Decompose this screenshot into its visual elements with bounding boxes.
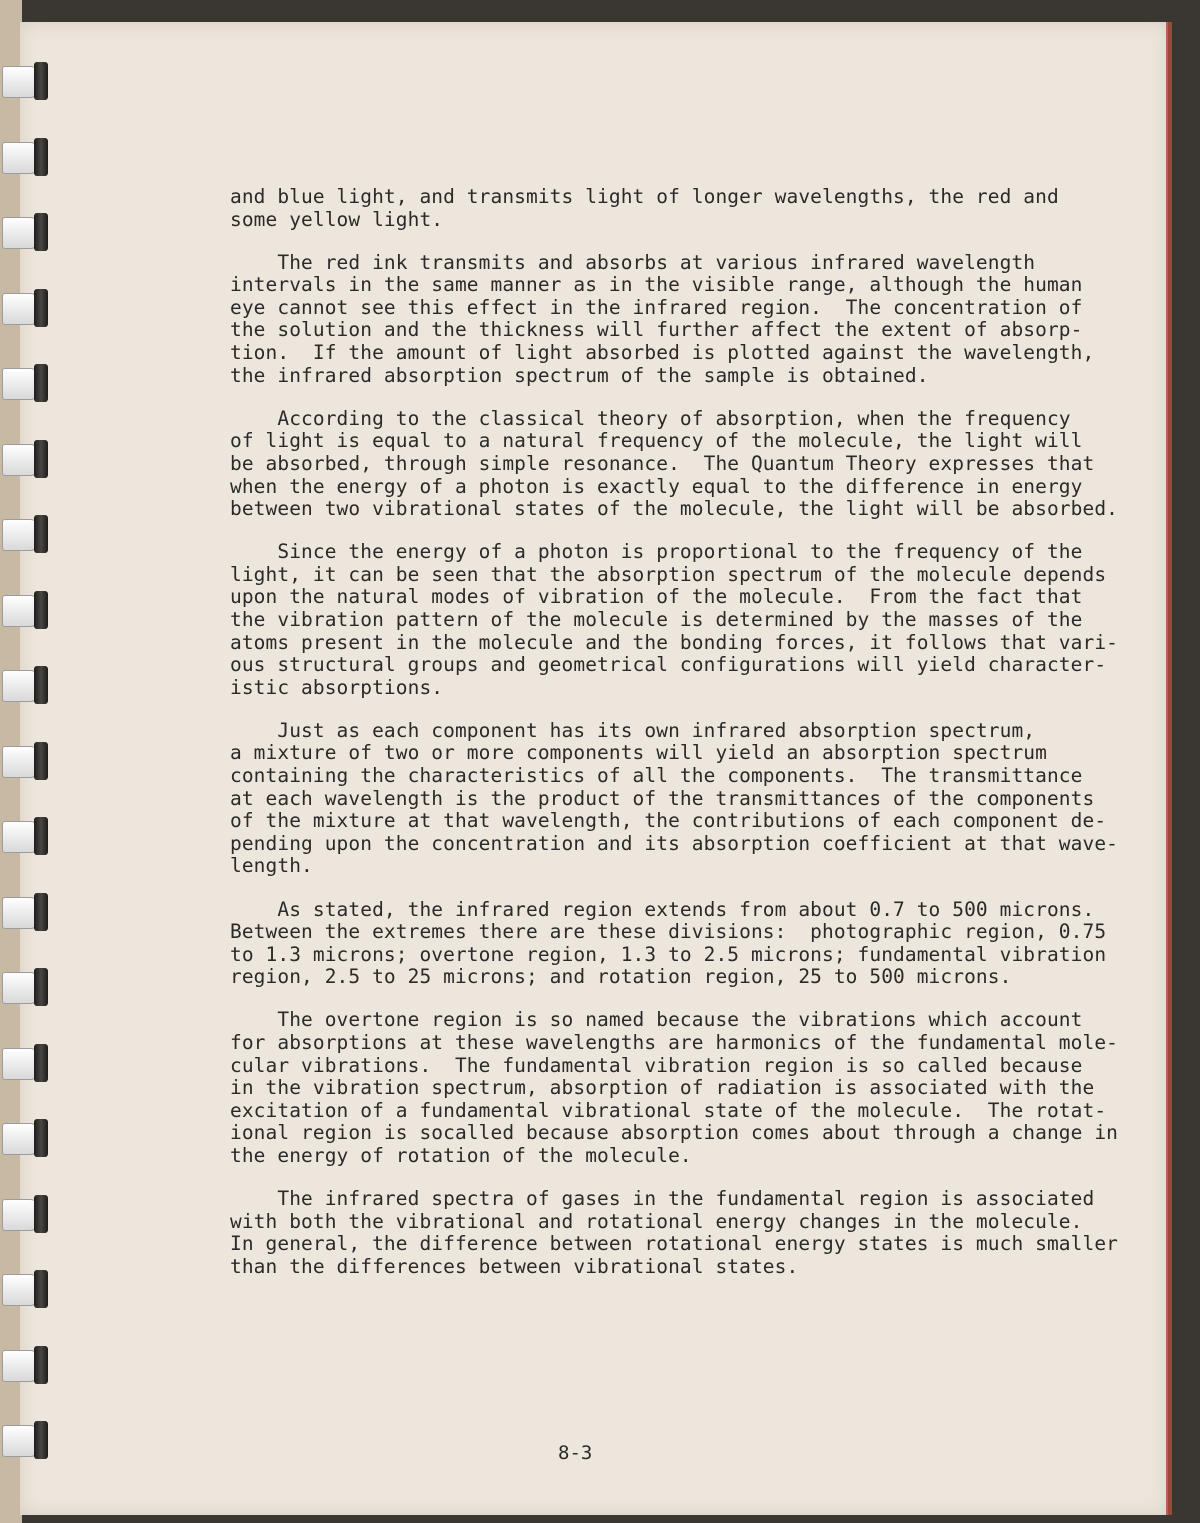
text-line: in the vibration spectrum, absorption of radiation is associated with the — [230, 1076, 1095, 1100]
text-line: be absorbed, through simple resonance. The Quantum Theory expresses that — [230, 451, 1095, 475]
text-line: at each wavelength is the product of the transmittances of the components — [230, 786, 1095, 810]
spiral-coil-icon — [2, 1119, 50, 1157]
spiral-coil-icon — [2, 515, 50, 553]
text-line: pending upon the concentration and its absorption coefficient at that wave- — [230, 831, 1118, 855]
spiral-coil-icon — [2, 62, 50, 100]
spiral-coil-icon — [2, 213, 50, 251]
paragraph — [230, 1187, 1118, 1278]
paragraph — [230, 406, 1118, 521]
spiral-coil-icon — [2, 440, 50, 478]
text-line: Since the energy of a photon is proportional to the frequency of the — [230, 540, 1083, 564]
paragraph — [230, 186, 1090, 231]
text-line: ous structural groups and geometrical configurations will yield character- — [230, 653, 1107, 677]
text-line: intervals in the same manner as in the visible range, although the human — [230, 273, 1083, 297]
text-line: tion. If the amount of light absorbed is plotted against the wavelength, — [230, 341, 1095, 365]
spiral-coil-icon — [2, 968, 50, 1006]
text-line: atoms present in the molecule and the bonding forces, it follows that vari- — [230, 630, 1118, 654]
spiral-coil-icon — [2, 666, 50, 704]
paragraph — [230, 250, 1095, 388]
page-edge-cover — [1166, 22, 1172, 1515]
paragraph — [230, 540, 1118, 699]
text-line: Between the extremes there are these divisions: photographic region, 0.75 — [230, 920, 1107, 944]
text-line: with both the vibrational and rotational energy changes in the molecule. — [230, 1209, 1083, 1233]
text-line: The infrared spectra of gases in the fundamental region is associated — [230, 1187, 1095, 1211]
text-line: The overtone region is so named because the vibrations which account — [230, 1008, 1083, 1032]
text-line: excitation of a fundamental vibrational state of the molecule. The rotat- — [230, 1098, 1107, 1122]
text-line: between two vibrational states of the molecule, the light will be absorbed. — [230, 497, 1118, 521]
spiral-coil-icon — [2, 289, 50, 327]
text-line: In general, the difference between rotational energy states is much smaller — [230, 1232, 1118, 1256]
spiral-coil-icon — [2, 1044, 50, 1082]
spiral-coil-icon — [2, 364, 50, 402]
spiral-coil-icon — [2, 591, 50, 629]
text-line: the vibration pattern of the molecule is determined by the masses of the — [230, 608, 1083, 631]
paragraph — [230, 897, 1107, 989]
text-line: ional region is socalled because absorption comes about through a change in — [230, 1121, 1118, 1145]
spiral-coil-icon — [2, 138, 50, 176]
spiral-coil-icon — [2, 893, 50, 931]
spiral-coil-icon — [2, 817, 50, 855]
text-line: cular vibrations. The fundamental vibration region is so called because — [230, 1053, 1083, 1077]
text-line: for absorptions at these wavelengths are harmonics of the fundamental mole- — [230, 1031, 1118, 1054]
text-line: light, it can be seen that the absorption spectrum of the molecule depends — [230, 562, 1107, 586]
body-text — [230, 185, 1118, 1299]
text-line: eye cannot see this effect in the infrared region. The concentration of — [230, 295, 1083, 319]
page-number: 8-3 — [558, 1442, 593, 1464]
text-line: The red ink transmits and absorbs at various infrared wavelength — [230, 250, 1036, 274]
text-line: As stated, the infrared region extends from about 0.7 to 500 microns. — [230, 897, 1095, 921]
spiral-coil-icon — [2, 1195, 50, 1233]
paragraph — [230, 718, 1118, 878]
spiral-coil-icon — [2, 1346, 50, 1384]
text-line: of the mixture at that wavelength, the contributions of each component de- — [230, 809, 1107, 833]
text-line: the infrared absorption spectrum of the sample is obtained. — [230, 363, 929, 387]
text-line: when the energy of a photon is exactly equal to the difference in energy — [230, 474, 1083, 498]
text-line: Just as each component has its own infrared absorption spectrum, — [230, 718, 1036, 742]
text-line: and blue light, and transmits light of longer wavelengths, the red and — [230, 185, 1059, 208]
text-line: istic absorptions. — [230, 675, 444, 699]
spiral-coil-icon — [2, 1421, 50, 1459]
text-line: of light is equal to a natural frequency of the molecule, the light will — [230, 429, 1083, 453]
text-line: region, 2.5 to 25 microns; and rotation region, 25 to 500 microns. — [230, 965, 1012, 989]
text-line: upon the natural modes of vibration of the molecule. From the fact that — [230, 585, 1083, 609]
text-line: the energy of rotation of the molecule. — [230, 1143, 692, 1167]
text-line: length. — [230, 854, 313, 878]
text-line: the solution and the thickness will further affect the extent of absorp- — [230, 318, 1083, 342]
text-line: to 1.3 microns; overtone region, 1.3 to 2.5 microns; fundamental vibration — [230, 942, 1107, 966]
spiral-coil-icon — [2, 1270, 50, 1308]
text-line: a mixture of two or more components will yield an absorption spectrum — [230, 741, 1047, 765]
spiral-coil-icon — [2, 742, 50, 780]
text-line: some yellow light. — [230, 207, 444, 231]
paragraph — [230, 1008, 1118, 1167]
text-line: containing the characteristics of all the components. The transmittance — [230, 764, 1083, 788]
text-line: According to the classical theory of absorption, when the frequency — [230, 406, 1071, 430]
text-line: than the differences between vibrational states. — [230, 1254, 799, 1278]
